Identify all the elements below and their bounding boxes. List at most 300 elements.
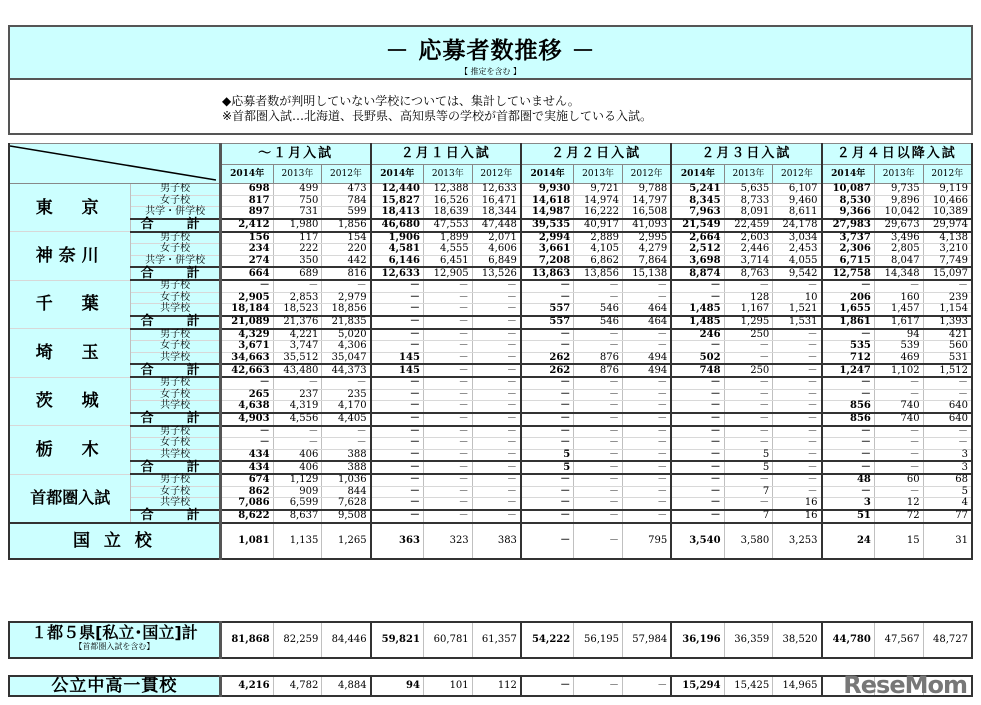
- value-cell: 10,466: [923, 195, 972, 207]
- year-header: 2013年: [273, 165, 322, 184]
- value-cell: －: [874, 377, 923, 389]
- value-cell: －: [521, 438, 574, 450]
- total-cell: 44,373: [322, 364, 371, 377]
- value-cell: －: [521, 474, 574, 486]
- value-cell: －: [423, 449, 472, 461]
- value-cell: 60: [874, 474, 923, 486]
- total-cell: 51: [822, 510, 875, 523]
- diagonal-line-icon: [10, 144, 216, 182]
- grand-total-cell: 60,781: [423, 622, 472, 658]
- value-cell: 1,485: [671, 304, 724, 316]
- total-cell: 27,983: [822, 219, 875, 232]
- school-type-label: 女子校: [131, 244, 220, 256]
- school-type-label: 共学校: [131, 352, 220, 364]
- value-cell: 8,047: [874, 255, 923, 267]
- value-cell: －: [521, 401, 574, 413]
- value-cell: －: [574, 389, 623, 401]
- value-cell: 4,638: [220, 401, 273, 413]
- table-row: [9, 184, 972, 196]
- value-cell: －: [371, 389, 424, 401]
- grand-total-cell: 44,780: [822, 622, 875, 658]
- value-cell: 237: [273, 389, 322, 401]
- table-row: [9, 195, 972, 207]
- group-header-0: ～１月入試: [220, 144, 370, 165]
- value-cell: －: [371, 341, 424, 353]
- value-cell: 235: [322, 389, 371, 401]
- value-cell: －: [472, 341, 521, 353]
- value-cell: －: [773, 449, 822, 461]
- value-cell: 442: [322, 255, 371, 267]
- value-cell: －: [521, 280, 574, 292]
- school-type-label: 共学・併学校: [131, 207, 220, 219]
- value-cell: －: [773, 438, 822, 450]
- total-cell: 5: [724, 461, 773, 474]
- total-cell: －: [472, 316, 521, 329]
- national-cell: 3,580: [724, 523, 773, 559]
- value-cell: 4,105: [574, 244, 623, 256]
- value-cell: －: [724, 426, 773, 438]
- value-cell: －: [671, 401, 724, 413]
- value-cell: －: [273, 377, 322, 389]
- public-cell: －: [622, 676, 671, 696]
- value-cell: －: [671, 341, 724, 353]
- value-cell: －: [773, 426, 822, 438]
- table-row: [9, 389, 972, 401]
- value-cell: 8,530: [822, 195, 875, 207]
- value-cell: －: [724, 498, 773, 510]
- value-cell: －: [923, 280, 972, 292]
- total-cell: －: [773, 364, 822, 377]
- value-cell: 3,747: [273, 341, 322, 353]
- total-label: 合 計: [131, 267, 220, 280]
- value-cell: －: [273, 438, 322, 450]
- total-cell: 406: [273, 461, 322, 474]
- total-cell: 4,556: [273, 413, 322, 426]
- total-cell: －: [773, 461, 822, 474]
- total-cell: 262: [521, 364, 574, 377]
- group-header-4: ２月４日以降入試: [822, 144, 972, 165]
- school-type-label: 女子校: [131, 389, 220, 401]
- page-subtitle: 【 推定を含む 】: [459, 67, 522, 76]
- school-type-label: 男子校: [131, 377, 220, 389]
- value-cell: －: [273, 426, 322, 438]
- value-cell: －: [773, 474, 822, 486]
- total-cell: 12,905: [423, 267, 472, 280]
- public-cell: 112: [472, 676, 521, 696]
- table-row: [9, 377, 972, 389]
- value-cell: 8,345: [671, 195, 724, 207]
- note-1: ◆応募者数が判明していない学校については、集計していません。: [222, 94, 580, 108]
- value-cell: 154: [322, 232, 371, 244]
- total-row: [9, 219, 972, 232]
- note-2: ※首都圏入試…北海道、長野県、高知県等の学校が首都圏で実施している入試。: [222, 109, 653, 123]
- value-cell: 640: [923, 401, 972, 413]
- value-cell: 350: [273, 255, 322, 267]
- value-cell: －: [822, 280, 875, 292]
- grand-total-sublabel: 【首都圏入試を含む】: [74, 642, 155, 651]
- total-cell: －: [371, 413, 424, 426]
- prefecture-label: 東 京: [9, 184, 131, 232]
- value-cell: －: [472, 352, 521, 364]
- value-cell: 909: [273, 486, 322, 498]
- value-cell: 388: [322, 449, 371, 461]
- total-cell: 748: [671, 364, 724, 377]
- total-row: [9, 461, 972, 474]
- value-cell: 35,047: [322, 352, 371, 364]
- value-cell: 674: [220, 474, 273, 486]
- value-cell: 18,639: [423, 207, 472, 219]
- table-row: [9, 474, 972, 486]
- total-cell: 46,680: [371, 219, 424, 232]
- public-cell: 4,884: [322, 676, 371, 696]
- grand-total-cell: 36,359: [724, 622, 773, 658]
- value-cell: 4,329: [220, 329, 273, 341]
- value-cell: －: [574, 498, 623, 510]
- value-cell: 599: [322, 207, 371, 219]
- public-cell: 14,965: [773, 676, 822, 696]
- value-cell: －: [724, 377, 773, 389]
- total-cell: 145: [371, 364, 424, 377]
- value-cell: 48: [822, 474, 875, 486]
- value-cell: 9,788: [622, 184, 671, 196]
- value-cell: 7,864: [622, 255, 671, 267]
- school-type-label: 男子校: [131, 184, 220, 196]
- value-cell: 464: [622, 304, 671, 316]
- value-cell: 12,388: [423, 184, 472, 196]
- corner-header: [9, 144, 220, 184]
- school-type-label: 男子校: [131, 474, 220, 486]
- school-type-label: 男子校: [131, 280, 220, 292]
- value-cell: －: [822, 377, 875, 389]
- value-cell: 1,036: [322, 474, 371, 486]
- value-cell: 750: [273, 195, 322, 207]
- school-type-label: 共学校: [131, 304, 220, 316]
- value-cell: 8,091: [724, 207, 773, 219]
- total-cell: －: [773, 413, 822, 426]
- value-cell: 16,508: [622, 207, 671, 219]
- total-row: [9, 267, 972, 280]
- value-cell: 1,154: [923, 304, 972, 316]
- value-cell: －: [671, 449, 724, 461]
- value-cell: －: [521, 426, 574, 438]
- total-cell: －: [822, 461, 875, 474]
- value-cell: －: [371, 438, 424, 450]
- value-cell: －: [671, 292, 724, 304]
- grand-total-cell: 56,195: [574, 622, 623, 658]
- value-cell: 1,655: [822, 304, 875, 316]
- value-cell: －: [574, 449, 623, 461]
- year-header: 2014年: [671, 165, 724, 184]
- value-cell: 18,184: [220, 304, 273, 316]
- value-cell: 14,987: [521, 207, 574, 219]
- value-cell: －: [622, 438, 671, 450]
- value-cell: 784: [322, 195, 371, 207]
- national-cell: 24: [822, 523, 875, 559]
- total-cell: 1,512: [923, 364, 972, 377]
- total-cell: 388: [322, 461, 371, 474]
- total-cell: 8,874: [671, 267, 724, 280]
- total-cell: 816: [322, 267, 371, 280]
- value-cell: －: [423, 438, 472, 450]
- value-cell: －: [371, 401, 424, 413]
- value-cell: －: [874, 389, 923, 401]
- national-cell: 383: [472, 523, 521, 559]
- value-cell: 2,446: [724, 244, 773, 256]
- prefecture-label: 茨 城: [9, 377, 131, 426]
- public-cell: －: [574, 676, 623, 696]
- value-cell: －: [521, 498, 574, 510]
- value-cell: －: [622, 498, 671, 510]
- total-cell: －: [423, 510, 472, 523]
- total-cell: 39,535: [521, 219, 574, 232]
- total-cell: 1,485: [671, 316, 724, 329]
- value-cell: 7,086: [220, 498, 273, 510]
- value-cell: 897: [220, 207, 273, 219]
- value-cell: －: [874, 280, 923, 292]
- total-label: 合 計: [131, 413, 220, 426]
- value-cell: －: [923, 377, 972, 389]
- value-cell: 16: [773, 498, 822, 510]
- total-cell: 557: [521, 316, 574, 329]
- value-cell: 16,526: [423, 195, 472, 207]
- value-cell: －: [574, 438, 623, 450]
- grand-total-label: [9, 622, 220, 658]
- value-cell: －: [220, 426, 273, 438]
- total-cell: 250: [724, 364, 773, 377]
- value-cell: －: [371, 426, 424, 438]
- total-cell: 13,856: [574, 267, 623, 280]
- value-cell: －: [472, 426, 521, 438]
- value-cell: 7: [724, 486, 773, 498]
- total-cell: 1,102: [874, 364, 923, 377]
- value-cell: 9,366: [822, 207, 875, 219]
- total-cell: －: [671, 461, 724, 474]
- national-cell: 363: [371, 523, 424, 559]
- value-cell: 68: [923, 474, 972, 486]
- value-cell: －: [773, 341, 822, 353]
- value-cell: －: [371, 280, 424, 292]
- total-cell: 3: [923, 461, 972, 474]
- value-cell: 6,451: [423, 255, 472, 267]
- total-cell: 1,393: [923, 316, 972, 329]
- value-cell: 3,737: [822, 232, 875, 244]
- value-cell: －: [822, 486, 875, 498]
- grand-total-cell: 48,727: [923, 622, 972, 658]
- value-cell: 12,440: [371, 184, 424, 196]
- value-cell: －: [574, 474, 623, 486]
- table-row: [9, 486, 972, 498]
- value-cell: －: [923, 389, 972, 401]
- value-cell: 4,319: [273, 401, 322, 413]
- value-cell: 740: [874, 401, 923, 413]
- value-cell: 206: [822, 292, 875, 304]
- grand-total-table: [8, 621, 973, 659]
- value-cell: －: [371, 304, 424, 316]
- value-cell: －: [622, 486, 671, 498]
- value-cell: 546: [574, 304, 623, 316]
- total-cell: －: [874, 461, 923, 474]
- total-label: 合 計: [131, 364, 220, 377]
- total-cell: 41,093: [622, 219, 671, 232]
- value-cell: －: [622, 341, 671, 353]
- national-cell: 3,540: [671, 523, 724, 559]
- value-cell: 35,512: [273, 352, 322, 364]
- value-cell: 145: [371, 352, 424, 364]
- value-cell: 117: [273, 232, 322, 244]
- year-header: 2012年: [923, 165, 972, 184]
- total-cell: 1,531: [773, 316, 822, 329]
- value-cell: －: [371, 292, 424, 304]
- value-cell: －: [521, 292, 574, 304]
- grand-total-cell: 57,984: [622, 622, 671, 658]
- value-cell: －: [220, 438, 273, 450]
- value-cell: 6,849: [472, 255, 521, 267]
- value-cell: 4,606: [472, 244, 521, 256]
- group-header-1: ２月１日入試: [371, 144, 521, 165]
- value-cell: 421: [923, 329, 972, 341]
- value-cell: 14,974: [574, 195, 623, 207]
- national-row: [9, 523, 972, 559]
- total-cell: 13,863: [521, 267, 574, 280]
- value-cell: 4: [923, 498, 972, 510]
- value-cell: 220: [322, 244, 371, 256]
- total-cell: 9,542: [773, 267, 822, 280]
- value-cell: 4,138: [923, 232, 972, 244]
- total-cell: 43,480: [273, 364, 322, 377]
- total-cell: －: [371, 510, 424, 523]
- value-cell: －: [423, 280, 472, 292]
- total-cell: －: [671, 510, 724, 523]
- value-cell: 239: [923, 292, 972, 304]
- value-cell: 10: [773, 292, 822, 304]
- value-cell: 4,221: [273, 329, 322, 341]
- value-cell: 2,995: [622, 232, 671, 244]
- total-cell: 434: [220, 461, 273, 474]
- value-cell: 3: [822, 498, 875, 510]
- total-cell: －: [472, 364, 521, 377]
- value-cell: 1,906: [371, 232, 424, 244]
- year-header: 2012年: [322, 165, 371, 184]
- total-cell: 1,861: [822, 316, 875, 329]
- value-cell: 1,457: [874, 304, 923, 316]
- value-cell: 34,663: [220, 352, 273, 364]
- value-cell: －: [671, 377, 724, 389]
- year-header: 2012年: [773, 165, 822, 184]
- value-cell: 844: [322, 486, 371, 498]
- public-cell: －: [521, 676, 574, 696]
- value-cell: －: [671, 389, 724, 401]
- value-cell: －: [822, 449, 875, 461]
- grand-total-cell: 36,196: [671, 622, 724, 658]
- value-cell: －: [371, 498, 424, 510]
- value-cell: 10,389: [923, 207, 972, 219]
- value-cell: 156: [220, 232, 273, 244]
- value-cell: －: [724, 352, 773, 364]
- total-cell: 24,178: [773, 219, 822, 232]
- value-cell: 473: [322, 184, 371, 196]
- value-cell: 7,208: [521, 255, 574, 267]
- total-cell: －: [671, 413, 724, 426]
- value-cell: －: [923, 426, 972, 438]
- value-cell: －: [724, 474, 773, 486]
- resemom-logo: ReseMom: [843, 671, 967, 699]
- school-type-label: 男子校: [131, 329, 220, 341]
- grand-total-cell: 59,821: [371, 622, 424, 658]
- value-cell: 856: [822, 401, 875, 413]
- national-label: 国 立 校: [9, 523, 220, 559]
- value-cell: 5: [724, 449, 773, 461]
- value-cell: 14,797: [622, 195, 671, 207]
- value-cell: －: [472, 498, 521, 510]
- year-header: 2013年: [724, 165, 773, 184]
- value-cell: 4,306: [322, 341, 371, 353]
- value-cell: －: [423, 329, 472, 341]
- value-cell: －: [423, 486, 472, 498]
- value-cell: 3,661: [521, 244, 574, 256]
- table-row: [9, 341, 972, 353]
- value-cell: 2,805: [874, 244, 923, 256]
- value-cell: 4,279: [622, 244, 671, 256]
- value-cell: －: [622, 474, 671, 486]
- year-header: 2014年: [822, 165, 875, 184]
- value-cell: －: [423, 352, 472, 364]
- value-cell: －: [521, 389, 574, 401]
- prefecture-label: 埼 玉: [9, 329, 131, 378]
- grand-total-title: １都５県[私立･国立]計: [31, 623, 198, 642]
- prefecture-label: 首都圏入試: [9, 474, 131, 523]
- value-cell: －: [874, 438, 923, 450]
- value-cell: 3,714: [724, 255, 773, 267]
- value-cell: 7,963: [671, 207, 724, 219]
- grand-total-cell: 81,868: [220, 622, 273, 658]
- value-cell: －: [671, 498, 724, 510]
- value-cell: 5,020: [322, 329, 371, 341]
- total-cell: 876: [574, 364, 623, 377]
- total-row: [9, 510, 972, 523]
- total-cell: －: [423, 364, 472, 377]
- value-cell: 16,222: [574, 207, 623, 219]
- value-cell: 5,635: [724, 184, 773, 196]
- value-cell: 494: [622, 352, 671, 364]
- value-cell: －: [822, 389, 875, 401]
- table-row: [9, 232, 972, 244]
- value-cell: 6,862: [574, 255, 623, 267]
- total-row: [9, 316, 972, 329]
- value-cell: 12: [874, 498, 923, 510]
- value-cell: －: [472, 280, 521, 292]
- total-cell: －: [622, 461, 671, 474]
- value-cell: 9,119: [923, 184, 972, 196]
- year-header: 2014年: [371, 165, 424, 184]
- total-cell: 42,663: [220, 364, 273, 377]
- value-cell: －: [822, 426, 875, 438]
- value-cell: 94: [874, 329, 923, 341]
- grand-total-cell: 38,520: [773, 622, 822, 658]
- total-cell: 72: [874, 510, 923, 523]
- value-cell: －: [574, 292, 623, 304]
- total-cell: 13,526: [472, 267, 521, 280]
- total-cell: 8,763: [724, 267, 773, 280]
- value-cell: 1,899: [423, 232, 472, 244]
- value-cell: －: [574, 329, 623, 341]
- value-cell: －: [773, 377, 822, 389]
- total-cell: －: [724, 413, 773, 426]
- value-cell: 14,618: [521, 195, 574, 207]
- value-cell: －: [371, 486, 424, 498]
- public-cell: 4,216: [220, 676, 273, 696]
- total-cell: －: [472, 461, 521, 474]
- value-cell: －: [671, 280, 724, 292]
